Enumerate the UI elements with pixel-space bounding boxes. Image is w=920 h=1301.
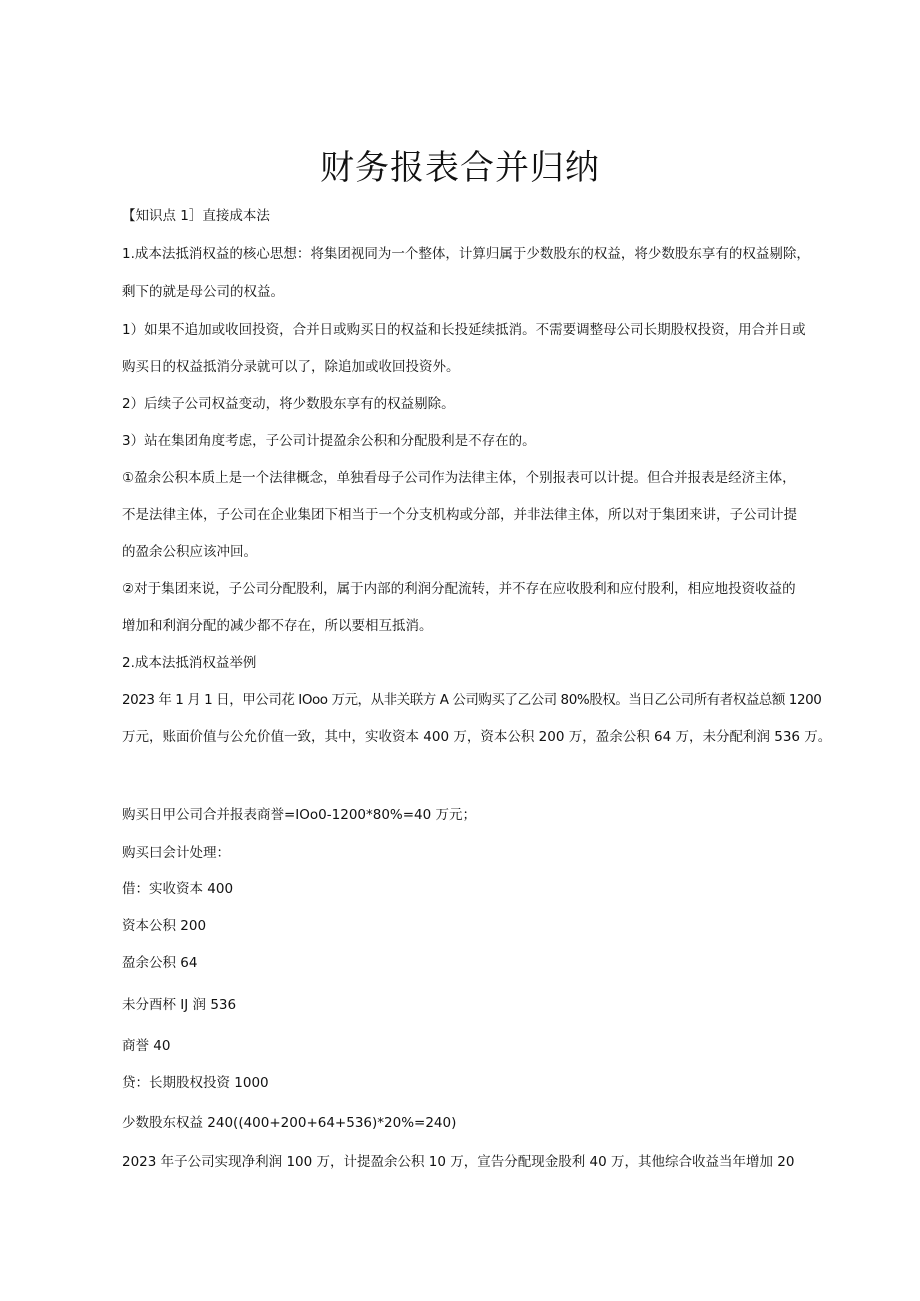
paragraph-line: ②对于集团来说，子公司分配股利，属于内部的利润分配流转，并不存在应收股利和应付股利，相应地投资收益的 (122, 581, 796, 597)
section-heading-knowledge-point: 【知识点 1］直接成本法 (122, 208, 270, 224)
paragraph-line: 的盈余公积应该冲回。 (122, 544, 257, 560)
paragraph-line: ①盈余公积本质上是一个法律概念，单独看母子公司作为法律主体，个别报表可以计提。但合并报表是经济主体， (122, 470, 796, 486)
paragraph-line: 2023 年 1 月 1 日，甲公司花 IOoo 万元，从非关联方 A 公司购买了乙公司 80%股权。当日乙公司所有者权益总额 1200 (122, 692, 822, 708)
paragraph-line: 购买曰会计处理： (122, 845, 230, 861)
paragraph-line: 购买日的权益抵消分录就可以了，除追加或收回投资外。 (122, 359, 460, 375)
paragraph-line: 3）站在集团角度考虑，子公司计提盈余公积和分配股利是不存在的。 (122, 433, 536, 449)
journal-entry-line: 资本公积 200 (122, 918, 207, 934)
journal-entry-line: 借：实收资本 400 (122, 881, 234, 897)
paragraph-line: 万元，账面价值与公允价值一致，其中，实收资本 400 万，资本公积 200 万，盈余公积 64 万，未分配利润 536 万。 (122, 729, 832, 745)
paragraph-line: 购买日甲公司合并报表商誉=IOo0-1200*80%=40 万元； (122, 807, 477, 823)
paragraph-line: 2023 年子公司实现净利润 100 万，计提盈余公积 10 万，宣告分配现金股利 40 万，其他综合收益当年增加 20 (122, 1154, 795, 1170)
paragraph-line: 1.成本法抵消权益的核心思想：将集团视同为一个整体，计算归属于少数股东的权益，将少数股东享有的权益剔除， (122, 246, 810, 262)
page-title: 财务报表合并归纳 (320, 148, 600, 188)
journal-entry-line: 未分酉杯 IJ 润 536 (122, 997, 237, 1013)
section-heading-example: 2.成本法抵消权益举例 (122, 655, 257, 671)
paragraph-line: 增加和利润分配的减少都不存在，所以要相互抵消。 (122, 618, 433, 634)
journal-entry-line: 盈余公积 64 (122, 955, 198, 971)
paragraph-line: 2）后续子公司权益变动，将少数股东享有的权益剔除。 (122, 396, 455, 412)
paragraph-line: 不是法律主体，子公司在企业集团下相当于一个分支机构或分部，并非法律主体，所以对于集团来讲，子公司计提 (122, 507, 797, 523)
paragraph-line: 剩下的就是母公司的权益。 (122, 284, 284, 300)
journal-entry-line: 贷：长期股权投资 1000 (122, 1075, 269, 1091)
paragraph-line: 1）如果不追加或收回投资，合并日或购买日的权益和长投延续抵消。不需要调整母公司长期股权投资，用合并日或 (122, 322, 806, 338)
journal-entry-line: 商誉 40 (122, 1038, 171, 1054)
journal-entry-line: 少数股东权益 240((400+200+64+536)*20%=240) (122, 1115, 457, 1131)
